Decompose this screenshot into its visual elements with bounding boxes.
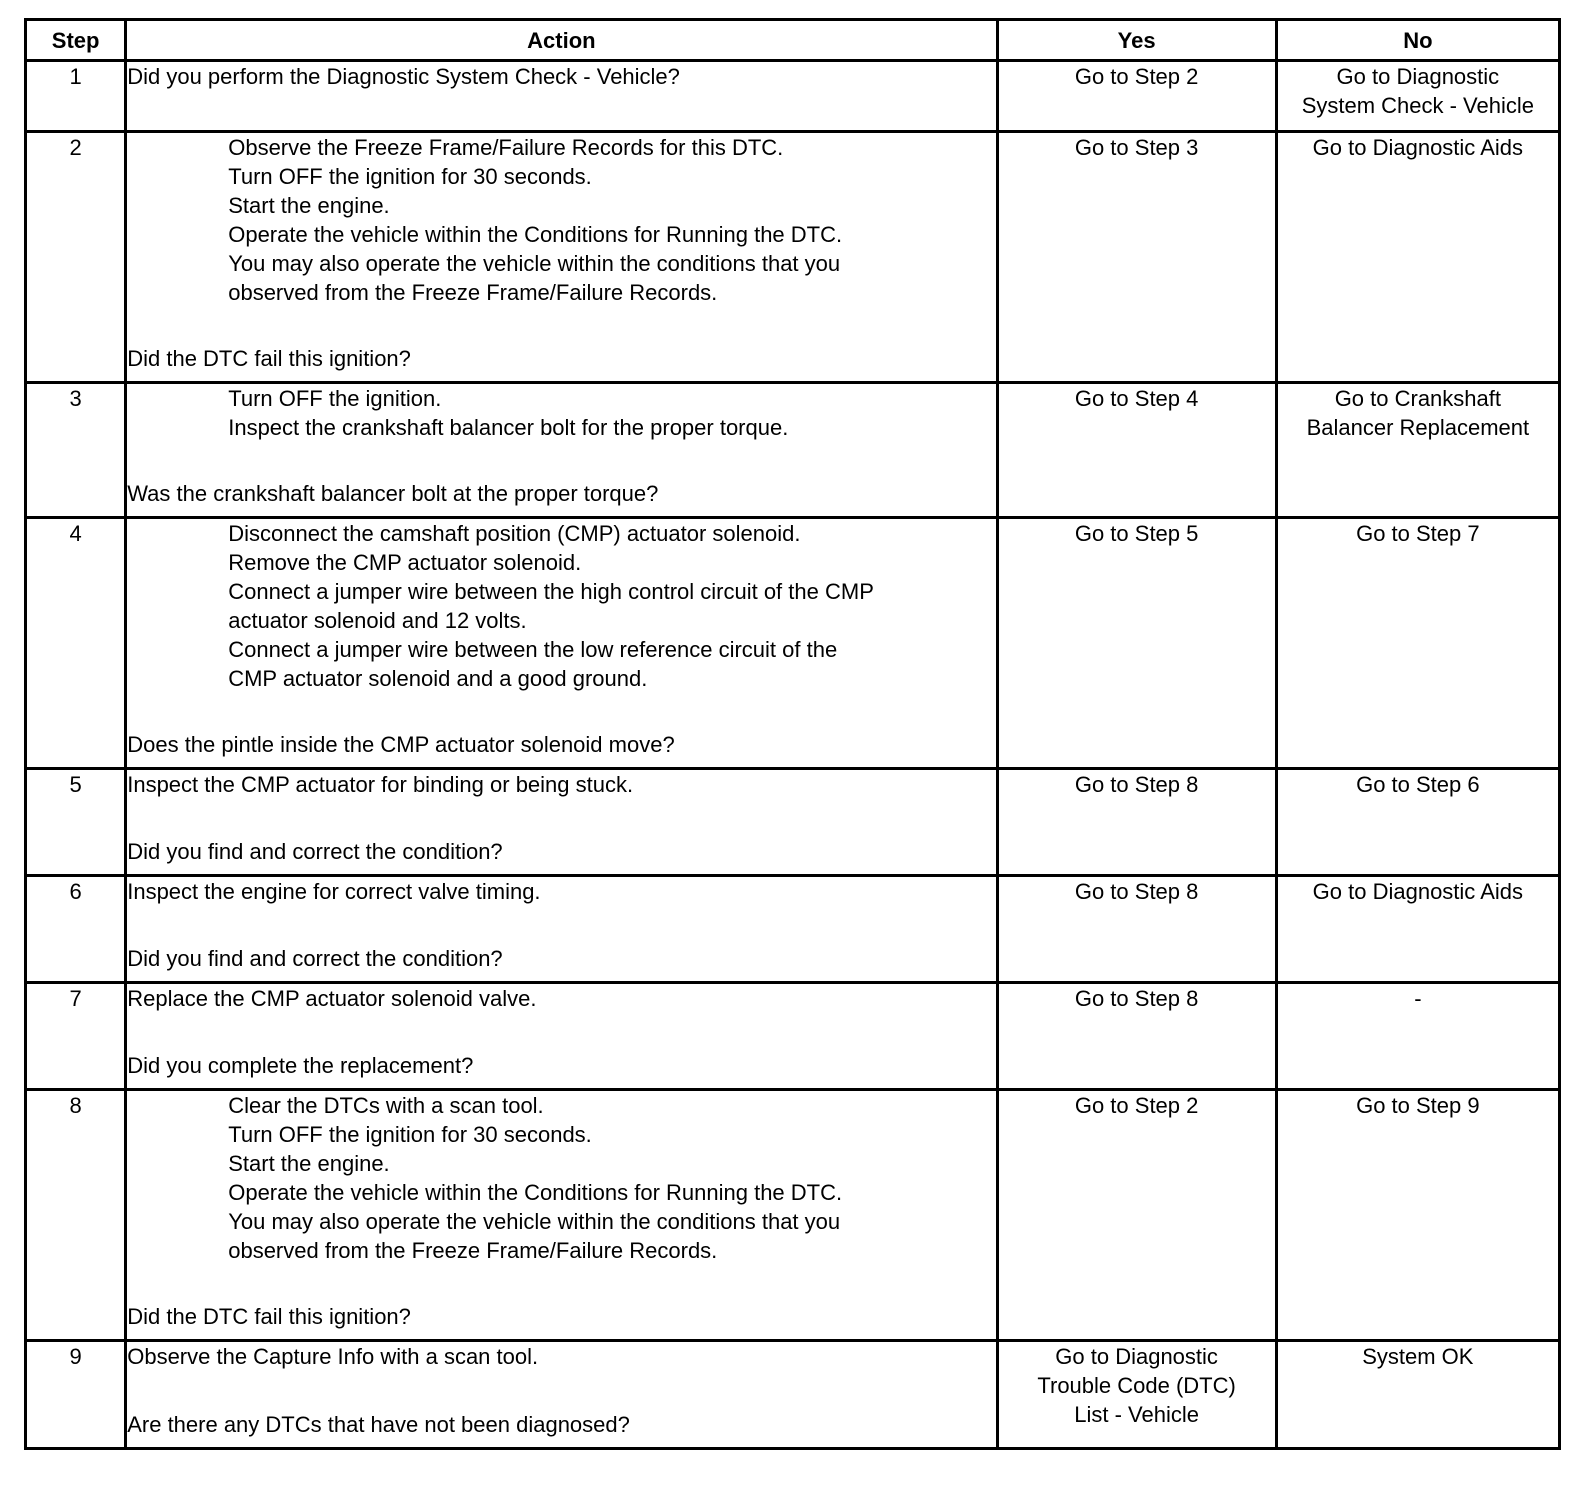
- action-text: Inspect the CMP actuator for binding or being stuck.: [127, 772, 634, 797]
- no-result: Go to Diagnostic Aids: [1312, 135, 1524, 160]
- step-number: [26, 61, 126, 132]
- instruction-line: Start the engine.: [228, 1151, 390, 1176]
- instruction-list: [127, 519, 995, 693]
- no-cell: [1276, 1341, 1559, 1449]
- step-number: [26, 132, 126, 383]
- step-number: [26, 876, 126, 983]
- step-number-text: 7: [69, 986, 82, 1011]
- instruction-list: [127, 1091, 995, 1265]
- header-row: [26, 20, 1560, 61]
- instruction-line: You may also operate the vehicle within the conditions that you: [228, 1209, 841, 1234]
- instruction-line: Connect a jumper wire between the low reference circuit of the: [228, 637, 838, 662]
- step-number-text: 1: [69, 64, 82, 89]
- instruction-line: Remove the CMP actuator solenoid.: [228, 550, 582, 575]
- yes-cell: [997, 769, 1276, 876]
- instruction-line: You may also operate the vehicle within the conditions that you: [228, 251, 841, 276]
- action-question: Did you find and correct the condition?: [127, 946, 503, 971]
- no-cell: [1276, 518, 1559, 769]
- instruction-list: [127, 384, 995, 442]
- no-result: Go to Crankshaft Balancer Replacement: [1306, 386, 1530, 440]
- instruction-line: Turn OFF the ignition.: [228, 386, 442, 411]
- action-question: Are there any DTCs that have not been diagnosed?: [127, 1412, 630, 1437]
- yes-cell: [997, 518, 1276, 769]
- action-text: Inspect the engine for correct valve timing.: [127, 879, 541, 904]
- step-number-text: 9: [69, 1344, 82, 1369]
- instruction-list: [127, 133, 995, 307]
- no-result: Go to Diagnostic Aids: [1312, 879, 1524, 904]
- action-text: Observe the Capture Info with a scan tool.: [127, 1344, 539, 1369]
- action-question: Did the DTC fail this ignition?: [127, 1304, 411, 1329]
- step-number: [26, 769, 126, 876]
- no-cell: [1276, 61, 1559, 132]
- no-result: Go to Step 9: [1356, 1093, 1480, 1118]
- step-number: [26, 1090, 126, 1341]
- instruction-line: actuator solenoid and 12 volts.: [228, 608, 527, 633]
- yes-result: Go to Step 4: [1074, 386, 1199, 411]
- table-row: [26, 1341, 1560, 1449]
- instruction-line: CMP actuator solenoid and a good ground.: [228, 666, 648, 691]
- action-question: Did you find and correct the condition?: [127, 839, 503, 864]
- no-cell: [1276, 876, 1559, 983]
- instruction-line: Inspect the crankshaft balancer bolt for the proper torque.: [228, 415, 789, 440]
- no-result: System OK: [1362, 1344, 1474, 1369]
- yes-result: Go to Step 2: [1074, 1093, 1199, 1118]
- yes-cell: [997, 132, 1276, 383]
- header-action: Action: [126, 20, 997, 61]
- action-cell: [126, 383, 997, 518]
- yes-result: Go to Step 8: [1074, 772, 1199, 797]
- yes-result: Go to Step 2: [1074, 64, 1199, 89]
- step-number-text: 2: [69, 135, 82, 160]
- action-cell: [126, 1341, 997, 1449]
- instruction-line: Operate the vehicle within the Conditions for Running the DTC.: [228, 1180, 843, 1205]
- no-result: Go to Step 6: [1356, 772, 1480, 797]
- action-cell: [126, 876, 997, 983]
- instruction-line: Disconnect the camshaft position (CMP) actuator solenoid.: [228, 521, 801, 546]
- no-cell: [1276, 1090, 1559, 1341]
- yes-result: Go to Step 5: [1074, 521, 1199, 546]
- step-number-text: 8: [69, 1093, 82, 1118]
- yes-result: Go to Diagnostic Trouble Code (DTC) List - Vehicle: [1037, 1344, 1236, 1427]
- yes-result: Go to Step 8: [1074, 986, 1199, 1011]
- step-number: [26, 1341, 126, 1449]
- yes-cell: [997, 1090, 1276, 1341]
- diagnostic-table: [24, 18, 1561, 1450]
- action-question: Did the DTC fail this ignition?: [127, 346, 411, 371]
- header-yes: Yes: [997, 20, 1276, 61]
- yes-result: Go to Step 3: [1074, 135, 1199, 160]
- yes-cell: [997, 876, 1276, 983]
- action-question: Did you complete the replacement?: [127, 1053, 474, 1078]
- no-cell: [1276, 983, 1559, 1090]
- table-row: [26, 769, 1560, 876]
- step-number: [26, 518, 126, 769]
- no-result: Go to Step 7: [1356, 521, 1480, 546]
- header-no: No: [1276, 20, 1559, 61]
- action-text: Replace the CMP actuator solenoid valve.: [127, 986, 537, 1011]
- action-cell: [126, 1090, 997, 1341]
- table-body: [26, 61, 1560, 1449]
- table-row: [26, 983, 1560, 1090]
- step-number-text: 5: [69, 772, 82, 797]
- action-text: Did you perform the Diagnostic System Check - Vehicle?: [127, 64, 680, 89]
- table-row: [26, 1090, 1560, 1341]
- action-cell: [126, 983, 997, 1090]
- action-question: Was the crankshaft balancer bolt at the proper torque?: [127, 481, 659, 506]
- step-number: [26, 983, 126, 1090]
- no-cell: [1276, 132, 1559, 383]
- instruction-line: Operate the vehicle within the Conditions for Running the DTC.: [228, 222, 843, 247]
- table-row: [26, 132, 1560, 383]
- yes-cell: [997, 1341, 1276, 1449]
- yes-cell: [997, 383, 1276, 518]
- action-question: Does the pintle inside the CMP actuator solenoid move?: [127, 732, 675, 757]
- table-row: [26, 61, 1560, 132]
- step-number-text: 3: [69, 386, 82, 411]
- yes-result: Go to Step 8: [1074, 879, 1199, 904]
- step-number: [26, 383, 126, 518]
- yes-cell: [997, 61, 1276, 132]
- instruction-line: Turn OFF the ignition for 30 seconds.: [228, 164, 592, 189]
- instruction-line: Observe the Freeze Frame/Failure Records for this DTC.: [228, 135, 784, 160]
- action-cell: [126, 769, 997, 876]
- instruction-line: observed from the Freeze Frame/Failure Records.: [228, 1238, 718, 1263]
- action-cell: [126, 518, 997, 769]
- no-cell: [1276, 383, 1559, 518]
- instruction-line: Start the engine.: [228, 193, 390, 218]
- step-number-text: 4: [69, 521, 82, 546]
- action-cell: [126, 132, 997, 383]
- yes-cell: [997, 983, 1276, 1090]
- instruction-line: observed from the Freeze Frame/Failure Records.: [228, 280, 718, 305]
- table-row: [26, 518, 1560, 769]
- instruction-line: Connect a jumper wire between the high control circuit of the CMP: [228, 579, 874, 604]
- instruction-line: Turn OFF the ignition for 30 seconds.: [228, 1122, 592, 1147]
- action-cell: [126, 61, 997, 132]
- table-row: [26, 383, 1560, 518]
- table-row: [26, 876, 1560, 983]
- no-cell: [1276, 769, 1559, 876]
- header-step: Step: [26, 20, 126, 61]
- no-result: Go to Diagnostic System Check - Vehicle: [1301, 64, 1534, 118]
- no-result: -: [1414, 986, 1422, 1011]
- step-number-text: 6: [69, 879, 82, 904]
- instruction-line: Clear the DTCs with a scan tool.: [228, 1093, 544, 1118]
